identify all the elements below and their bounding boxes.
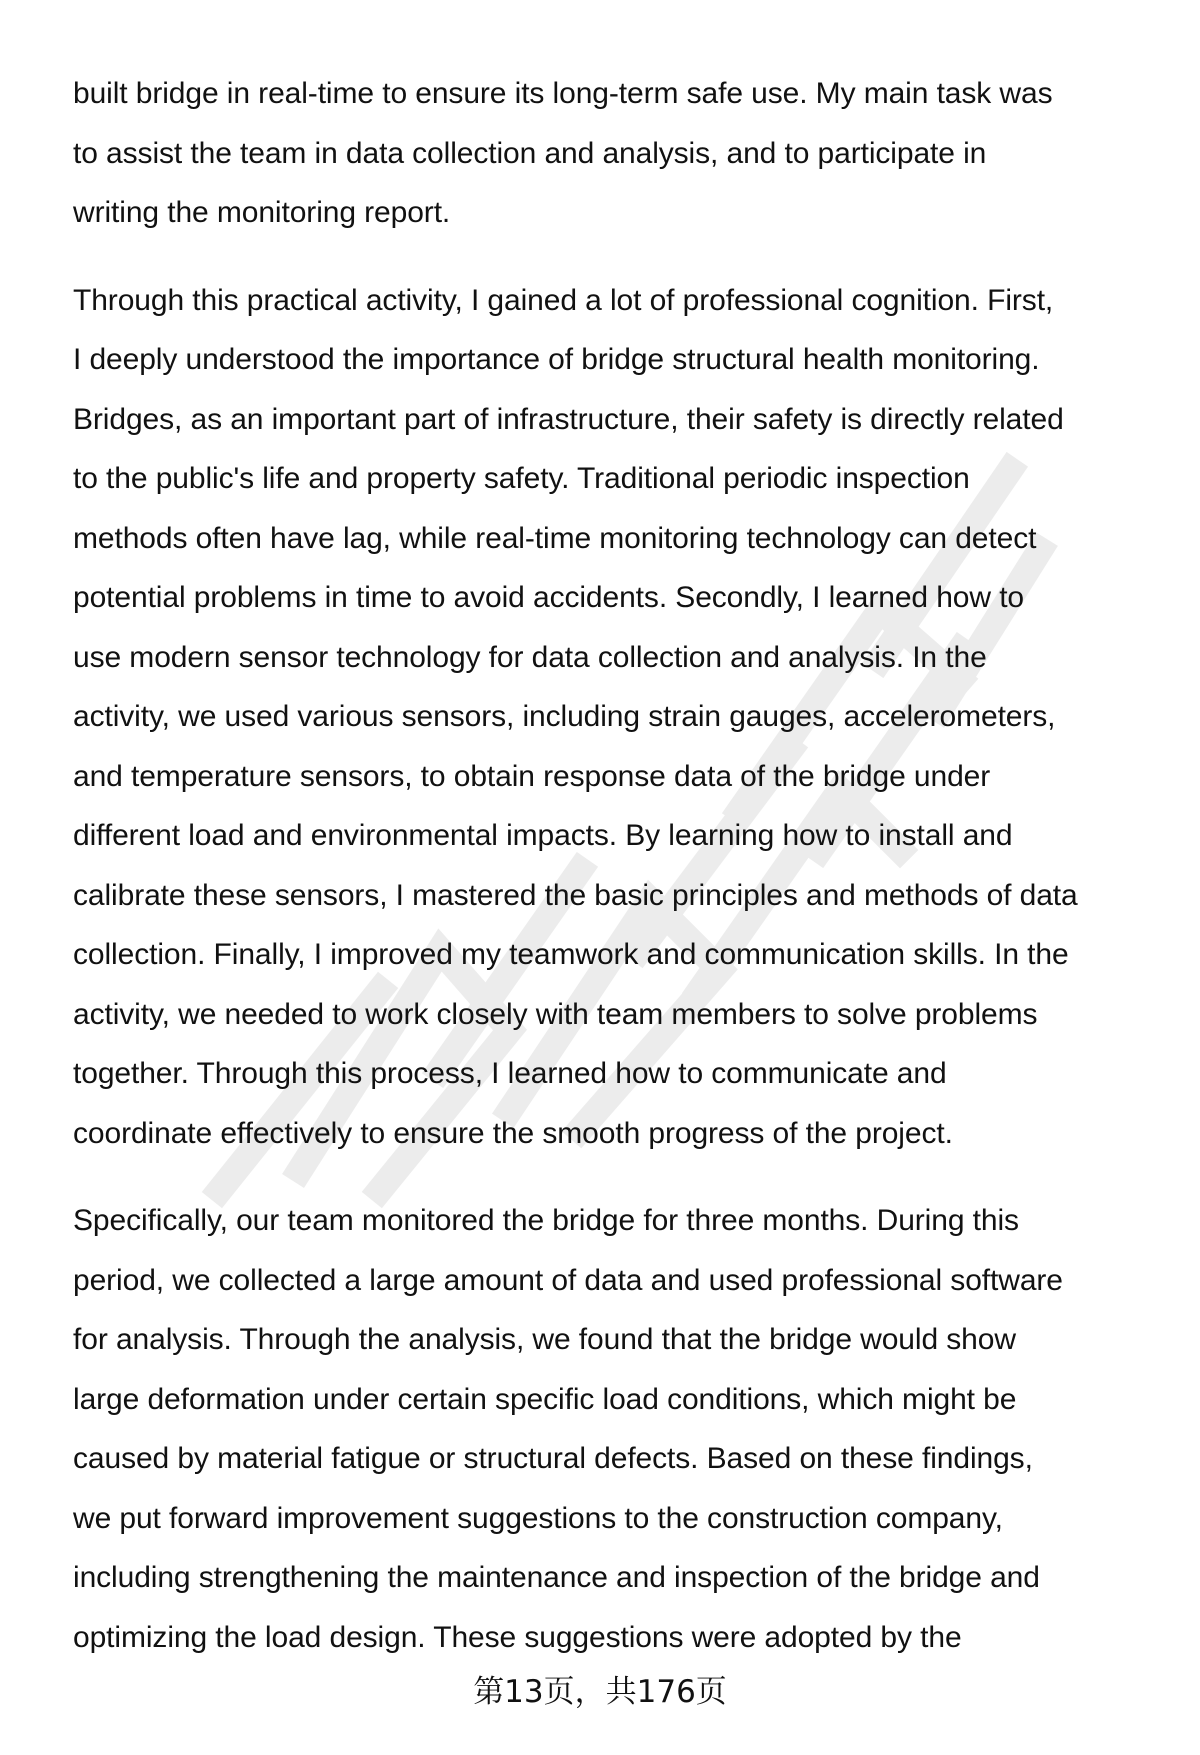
text-line: we put forward improvement suggestions to the construction company, — [73, 1501, 1003, 1535]
text-line: activity, we needed to work closely with team members to solve problems — [73, 997, 1038, 1031]
page-number-footer: 第13页，共176页 — [473, 1674, 727, 1710]
text-line: calibrate these sensors, I mastered the basic principles and methods of data — [73, 878, 1078, 912]
text-line: coordinate effectively to ensure the smooth progress of the project. — [73, 1116, 953, 1150]
text-line: different load and environmental impacts. By learning how to install and — [73, 819, 1013, 852]
text-line: Through this practical activity, I gained a lot of professional cognition. First, — [73, 283, 1054, 317]
document-body — [73, 64, 1163, 1667]
paragraph-1 — [73, 64, 1163, 243]
text-line: potential problems in time to avoid accidents. Secondly, I learned how to — [73, 581, 1025, 614]
text-line: caused by material fatigue or structural defects. Based on these findings, — [73, 1442, 1033, 1475]
text-line: Bridges, as an important part of infrastructure, their safety is directly related — [73, 402, 1064, 436]
text-line: use modern sensor technology for data collection and analysis. In the — [73, 640, 987, 674]
text-line: I deeply understood the importance of bridge structural health monitoring. — [73, 343, 1040, 376]
text-line: to the public's life and property safety. Traditional periodic inspection — [73, 462, 970, 495]
text-line: writing the monitoring report. — [73, 196, 451, 229]
text-line: activity, we used various sensors, including strain gauges, accelerometers, — [73, 700, 1056, 733]
text-line: and temperature sensors, to obtain response data of the bridge under — [73, 759, 991, 793]
text-line: for analysis. Through the analysis, we found that the bridge would show — [73, 1323, 1016, 1356]
text-line: optimizing the load design. These suggestions were adopted by the — [73, 1620, 962, 1654]
text-line: together. Through this process, I learned how to communicate and — [73, 1057, 947, 1090]
text-line: methods often have lag, while real-time monitoring technology can detect — [73, 521, 1037, 555]
paragraph-3 — [73, 1191, 1163, 1667]
text-line: including strengthening the maintenance and inspection of the bridge and — [73, 1561, 1040, 1594]
text-line: period, we collected a large amount of data and used professional software — [73, 1263, 1063, 1297]
text-line: built bridge in real-time to ensure its long-term safe use. My main task was — [73, 77, 1053, 110]
text-line: Specifically, our team monitored the bridge for three months. During this — [73, 1204, 1019, 1237]
text-line: large deformation under certain specific load conditions, which might be — [73, 1382, 1017, 1416]
text-line: to assist the team in data collection and analysis, and to participate in — [73, 136, 987, 170]
paragraph-2 — [73, 271, 1163, 1164]
text-line: collection. Finally, I improved my teamwork and communication skills. In the — [73, 938, 1069, 971]
